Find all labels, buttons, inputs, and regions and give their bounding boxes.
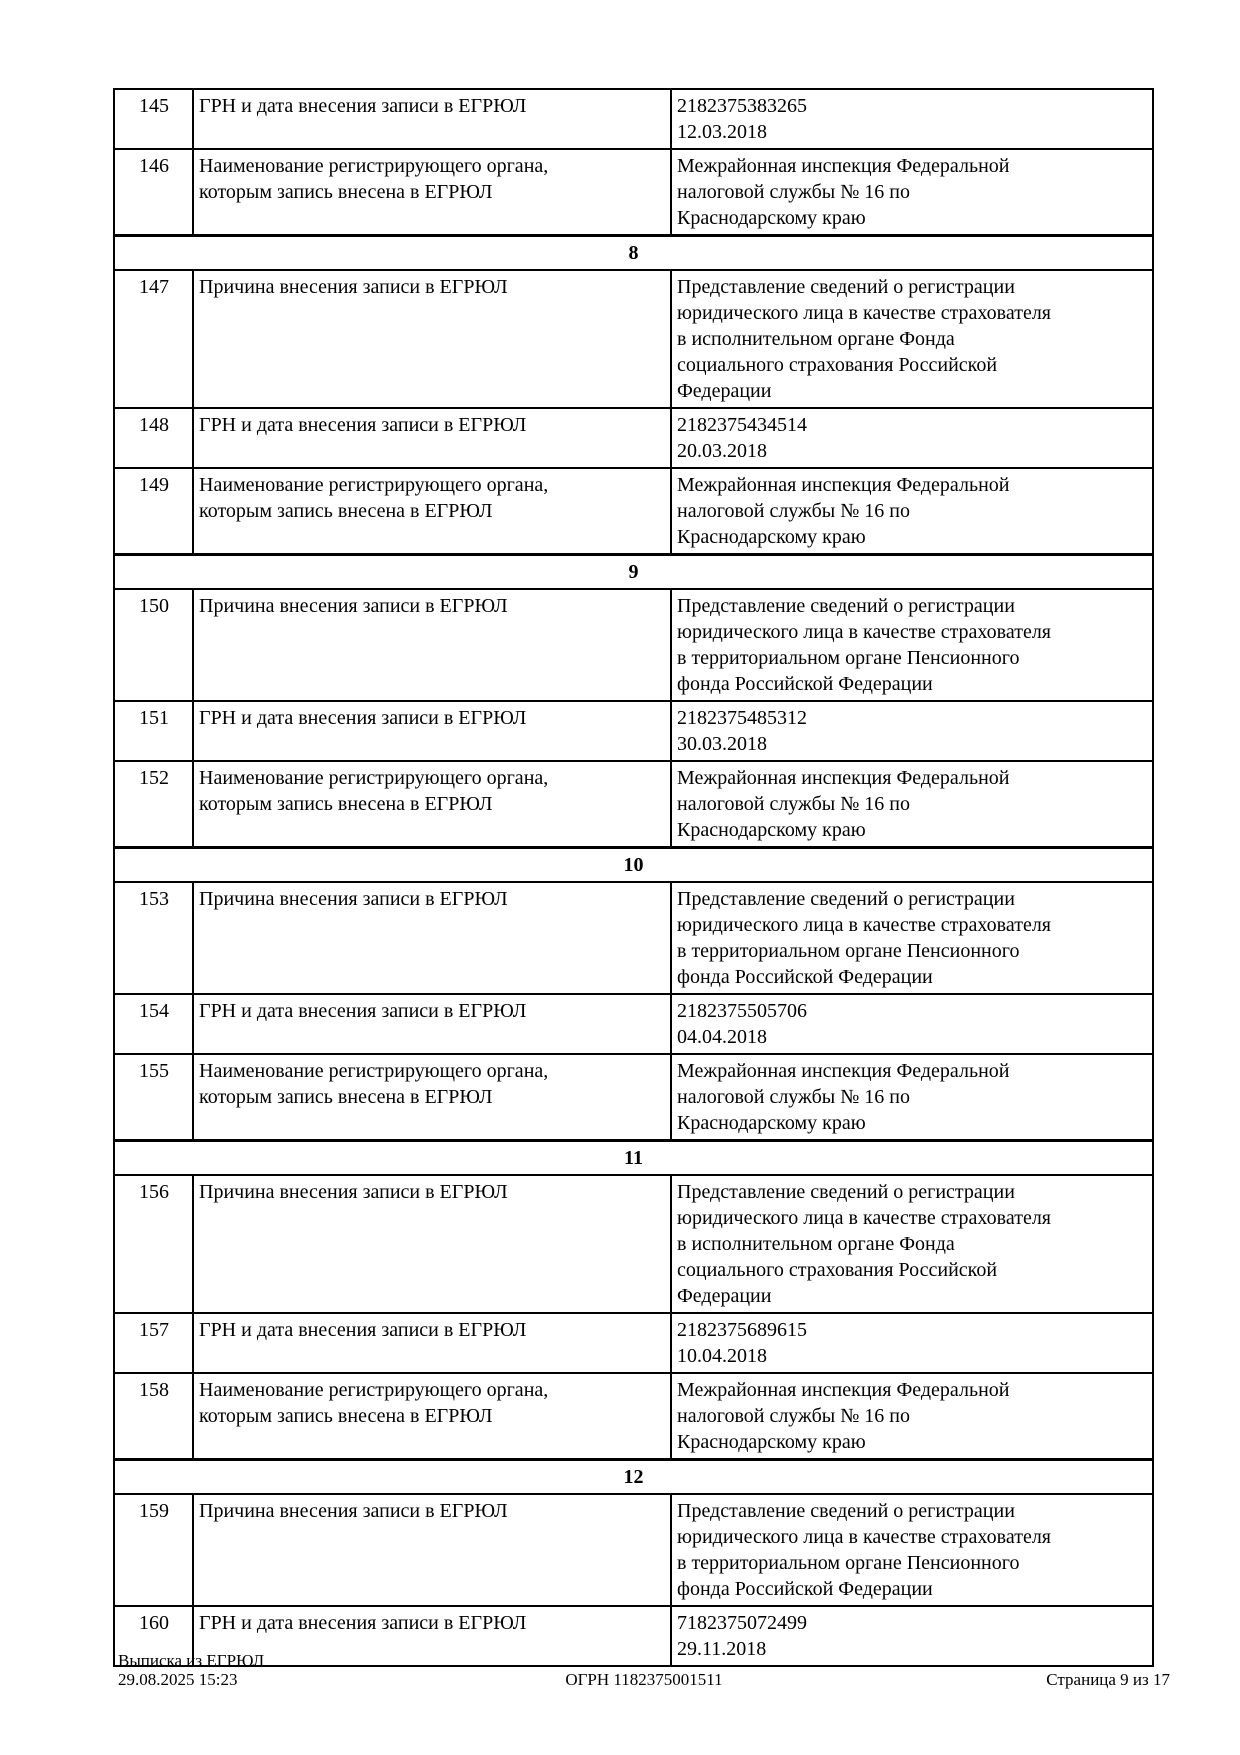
attribute-name-cell bbox=[193, 701, 671, 761]
attribute-value-line: юридического лица в качестве страхователя bbox=[677, 621, 1052, 643]
attribute-name-line: ГРН и дата внесения записи в ЕГРЮЛ bbox=[199, 707, 527, 729]
attribute-value-line: Краснодарскому краю bbox=[677, 1431, 866, 1453]
attribute-name-line: Наименование регистрирующего органа, bbox=[199, 474, 549, 496]
attribute-value-line: 2182375383265 bbox=[677, 95, 807, 117]
attribute-value-line: налоговой службы № 16 по bbox=[677, 181, 910, 203]
row-number-cell: 151 bbox=[114, 701, 193, 761]
attribute-value-cell bbox=[671, 1175, 1153, 1313]
table-row bbox=[114, 994, 1153, 1054]
attribute-value-line: 12.03.2018 bbox=[677, 121, 767, 143]
attribute-value-line: 2182375689615 bbox=[677, 1319, 807, 1341]
row-number-cell: 152 bbox=[114, 761, 193, 848]
table-row bbox=[114, 468, 1153, 555]
footer-ogrn: ОГРН 1182375001511 bbox=[565, 1670, 723, 1689]
attribute-name-cell bbox=[193, 882, 671, 994]
attribute-value-line: 2182375485312 bbox=[677, 707, 807, 729]
attribute-value-line: Представление сведений о регистрации bbox=[677, 1500, 1015, 1522]
attribute-value-line: налоговой службы № 16 по bbox=[677, 793, 910, 815]
attribute-name-line: Наименование регистрирующего органа, bbox=[199, 1060, 549, 1082]
row-number-cell: 158 bbox=[114, 1373, 193, 1460]
attribute-name-cell bbox=[193, 89, 671, 149]
section-number: 10 bbox=[114, 848, 1153, 883]
attribute-name-line: Наименование регистрирующего органа, bbox=[199, 155, 549, 177]
row-number-cell: 148 bbox=[114, 408, 193, 468]
attribute-name-line: Причина внесения записи в ЕГРЮЛ bbox=[199, 276, 508, 298]
table-row bbox=[114, 408, 1153, 468]
section-header-row bbox=[114, 848, 1153, 883]
egrul-table-body bbox=[114, 89, 1153, 1666]
attribute-value-line: Межрайонная инспекция Федеральной bbox=[677, 155, 1010, 177]
row-number-cell: 159 bbox=[114, 1494, 193, 1606]
attribute-name-line: которым запись внесена в ЕГРЮЛ bbox=[199, 181, 493, 203]
table-row bbox=[114, 882, 1153, 994]
footer-page-number: Страница 9 из 17 bbox=[1046, 1670, 1170, 1689]
attribute-value-line: Межрайонная инспекция Федеральной bbox=[677, 767, 1010, 789]
attribute-value-line: 7182375072499 bbox=[677, 1612, 807, 1634]
attribute-name-line: которым запись внесена в ЕГРЮЛ bbox=[199, 500, 493, 522]
attribute-value-line: налоговой службы № 16 по bbox=[677, 500, 910, 522]
row-number-cell: 156 bbox=[114, 1175, 193, 1313]
section-number: 11 bbox=[114, 1141, 1153, 1176]
attribute-name-line: которым запись внесена в ЕГРЮЛ bbox=[199, 793, 493, 815]
table-row bbox=[114, 270, 1153, 408]
attribute-value-line: в территориальном органе Пенсионного bbox=[677, 940, 1020, 962]
table-row bbox=[114, 701, 1153, 761]
attribute-name-line: Причина внесения записи в ЕГРЮЛ bbox=[199, 888, 508, 910]
row-number-cell: 147 bbox=[114, 270, 193, 408]
footer-timestamp: 29.08.2025 15:23 bbox=[118, 1670, 238, 1689]
attribute-value-line: юридического лица в качестве страхователя bbox=[677, 914, 1052, 936]
attribute-value-line: фонда Российской Федерации bbox=[677, 1578, 933, 1600]
attribute-value-line: в территориальном органе Пенсионного bbox=[677, 1552, 1020, 1574]
section-number: 9 bbox=[114, 555, 1153, 590]
page-footer bbox=[118, 1651, 1170, 1689]
row-number-cell: 157 bbox=[114, 1313, 193, 1373]
row-number-cell: 153 bbox=[114, 882, 193, 994]
section-header-row bbox=[114, 236, 1153, 271]
attribute-value-line: в исполнительном органе Фонда bbox=[677, 328, 955, 350]
attribute-name-cell bbox=[193, 1373, 671, 1460]
attribute-name-line: которым запись внесена в ЕГРЮЛ bbox=[199, 1086, 493, 1108]
attribute-name-cell bbox=[193, 149, 671, 236]
attribute-value-cell bbox=[671, 408, 1153, 468]
attribute-value-line: юридического лица в качестве страхователя bbox=[677, 1207, 1052, 1229]
attribute-value-cell bbox=[671, 270, 1153, 408]
attribute-name-line: которым запись внесена в ЕГРЮЛ bbox=[199, 1405, 493, 1427]
table-row bbox=[114, 1313, 1153, 1373]
attribute-name-cell bbox=[193, 270, 671, 408]
table-row bbox=[114, 1494, 1153, 1606]
egrul-records-table bbox=[113, 88, 1154, 1667]
attribute-value-cell bbox=[671, 1313, 1153, 1373]
attribute-value-cell bbox=[671, 589, 1153, 701]
attribute-value-line: 29.11.2018 bbox=[677, 1638, 767, 1660]
footer-info-row bbox=[118, 1670, 1170, 1689]
row-number-cell: 150 bbox=[114, 589, 193, 701]
attribute-value-line: в исполнительном органе Фонда bbox=[677, 1233, 955, 1255]
attribute-name-cell bbox=[193, 468, 671, 555]
attribute-name-cell bbox=[193, 1494, 671, 1606]
row-number-cell: 146 bbox=[114, 149, 193, 236]
attribute-value-line: налоговой службы № 16 по bbox=[677, 1086, 910, 1108]
attribute-value-line: Федерации bbox=[677, 380, 772, 402]
attribute-value-line: юридического лица в качестве страхователя bbox=[677, 1526, 1052, 1548]
attribute-value-line: Краснодарскому краю bbox=[677, 1112, 866, 1134]
section-header-row bbox=[114, 1141, 1153, 1176]
attribute-value-line: Представление сведений о регистрации bbox=[677, 888, 1015, 910]
table-row bbox=[114, 1373, 1153, 1460]
attribute-value-line: Межрайонная инспекция Федеральной bbox=[677, 1379, 1010, 1401]
attribute-value-line: фонда Российской Федерации bbox=[677, 673, 933, 695]
attribute-name-cell bbox=[193, 761, 671, 848]
attribute-name-line: Причина внесения записи в ЕГРЮЛ bbox=[199, 595, 508, 617]
attribute-value-line: 04.04.2018 bbox=[677, 1026, 767, 1048]
section-header-row bbox=[114, 1460, 1153, 1495]
attribute-value-cell bbox=[671, 1373, 1153, 1460]
attribute-name-cell bbox=[193, 1054, 671, 1141]
attribute-value-line: Федерации bbox=[677, 1285, 772, 1307]
table-row bbox=[114, 589, 1153, 701]
row-number-cell: 160 bbox=[114, 1606, 193, 1666]
attribute-name-line: ГРН и дата внесения записи в ЕГРЮЛ bbox=[199, 1612, 527, 1634]
attribute-value-line: Представление сведений о регистрации bbox=[677, 1181, 1015, 1203]
attribute-name-cell bbox=[193, 994, 671, 1054]
attribute-name-line: Наименование регистрирующего органа, bbox=[199, 767, 549, 789]
row-number-cell: 145 bbox=[114, 89, 193, 149]
attribute-value-line: социального страхования Российской bbox=[677, 1259, 998, 1281]
attribute-value-line: налоговой службы № 16 по bbox=[677, 1405, 910, 1427]
attribute-value-cell bbox=[671, 1054, 1153, 1141]
attribute-name-cell bbox=[193, 589, 671, 701]
attribute-name-cell bbox=[193, 1313, 671, 1373]
attribute-name-cell bbox=[193, 408, 671, 468]
row-number-cell: 149 bbox=[114, 468, 193, 555]
attribute-value-cell bbox=[671, 882, 1153, 994]
attribute-name-cell bbox=[193, 1175, 671, 1313]
table-row bbox=[114, 1175, 1153, 1313]
attribute-value-line: Представление сведений о регистрации bbox=[677, 276, 1015, 298]
section-header-row bbox=[114, 555, 1153, 590]
attribute-value-line: социального страхования Российской bbox=[677, 354, 998, 376]
attribute-name-line: ГРН и дата внесения записи в ЕГРЮЛ bbox=[199, 1319, 527, 1341]
attribute-name-line: Причина внесения записи в ЕГРЮЛ bbox=[199, 1500, 508, 1522]
section-number: 8 bbox=[114, 236, 1153, 271]
attribute-value-cell bbox=[671, 701, 1153, 761]
table-row bbox=[114, 1054, 1153, 1141]
attribute-value-line: 2182375434514 bbox=[677, 414, 807, 436]
table-row bbox=[114, 761, 1153, 848]
attribute-value-cell bbox=[671, 468, 1153, 555]
attribute-value-line: 10.04.2018 bbox=[677, 1345, 767, 1367]
attribute-value-line: Межрайонная инспекция Федеральной bbox=[677, 474, 1010, 496]
attribute-value-line: Краснодарскому краю bbox=[677, 207, 866, 229]
attribute-name-line: Причина внесения записи в ЕГРЮЛ bbox=[199, 1181, 508, 1203]
table-row bbox=[114, 89, 1153, 149]
attribute-value-line: в территориальном органе Пенсионного bbox=[677, 647, 1020, 669]
attribute-value-line: Межрайонная инспекция Федеральной bbox=[677, 1060, 1010, 1082]
attribute-value-line: Представление сведений о регистрации bbox=[677, 595, 1015, 617]
attribute-name-line: ГРН и дата внесения записи в ЕГРЮЛ bbox=[199, 1000, 527, 1022]
attribute-value-cell bbox=[671, 994, 1153, 1054]
attribute-value-line: Краснодарскому краю bbox=[677, 526, 866, 548]
attribute-value-cell bbox=[671, 149, 1153, 236]
table-row bbox=[114, 149, 1153, 236]
row-number-cell: 154 bbox=[114, 994, 193, 1054]
attribute-value-cell bbox=[671, 89, 1153, 149]
attribute-value-line: 20.03.2018 bbox=[677, 440, 767, 462]
attribute-value-cell bbox=[671, 1494, 1153, 1606]
attribute-name-line: ГРН и дата внесения записи в ЕГРЮЛ bbox=[199, 95, 527, 117]
row-number-cell: 155 bbox=[114, 1054, 193, 1141]
attribute-value-line: фонда Российской Федерации bbox=[677, 966, 933, 988]
attribute-value-line: 30.03.2018 bbox=[677, 733, 767, 755]
attribute-value-line: Краснодарскому краю bbox=[677, 819, 866, 841]
attribute-value-line: 2182375505706 bbox=[677, 1000, 807, 1022]
section-number: 12 bbox=[114, 1460, 1153, 1495]
attribute-name-line: Наименование регистрирующего органа, bbox=[199, 1379, 549, 1401]
attribute-value-line: юридического лица в качестве страхователя bbox=[677, 302, 1052, 324]
attribute-value-cell bbox=[671, 761, 1153, 848]
attribute-name-line: ГРН и дата внесения записи в ЕГРЮЛ bbox=[199, 414, 527, 436]
footer-doc-type: Выписка из ЕГРЮЛ bbox=[118, 1651, 265, 1670]
